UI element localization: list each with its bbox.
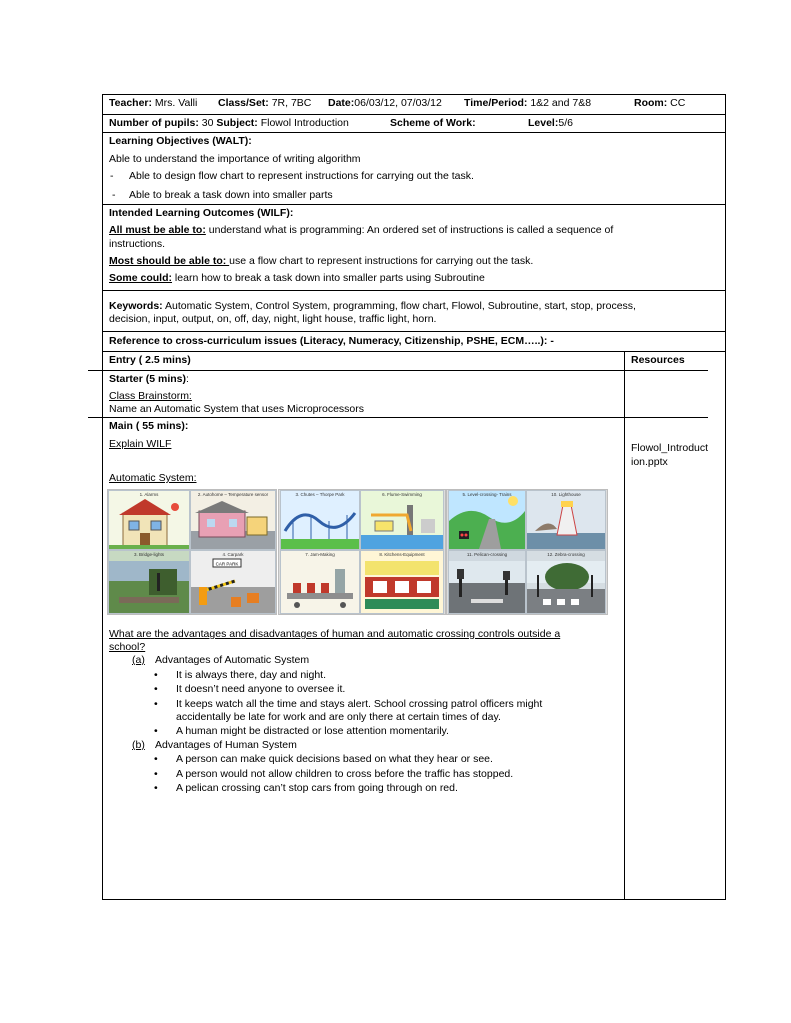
walt-bullet-2: Able to break a task down into smaller parts: [129, 189, 333, 201]
teacher-label: Teacher:: [109, 97, 152, 109]
bullet-icon: •: [154, 753, 158, 765]
advantage-auto-item: It doesn’t need anyone to oversee it.: [176, 683, 346, 695]
thumbnail-caption: 10. Lighthouse: [551, 492, 581, 497]
room-field: [634, 97, 685, 110]
zebra-crossing-photo: [527, 551, 605, 613]
starter-colon: :: [186, 373, 189, 385]
thumbnail-caption: 8. Kitchens-Equipment: [379, 552, 425, 557]
explain-wilf: Explain WILF: [109, 438, 172, 450]
row-divider: [102, 114, 726, 115]
advantage-human-item: A person can make quick decisions based on what they hear or see.: [176, 753, 493, 765]
thumbnail-pelican-crossing: [448, 550, 526, 614]
row-divider: [102, 132, 726, 133]
advantage-auto-item: It is always there, day and night.: [176, 669, 326, 681]
wilf-some-text: learn how to break a task down into smaller parts using Subroutine: [172, 272, 485, 284]
thumbnail-caption: 3. Chutes – Thorpe Park: [295, 492, 345, 497]
pupils-label: Number of pupils:: [109, 117, 199, 129]
room-value: CC: [670, 97, 686, 109]
header-row-1: [109, 97, 197, 110]
thumbnail-caption: 1. Alarms: [139, 492, 159, 497]
section-a-label: (a): [132, 654, 145, 666]
resource-file-line-2: ion.pptx: [631, 456, 668, 468]
wilf-most-label: Most should be able to:: [109, 255, 230, 267]
level-field: [528, 117, 573, 130]
thumbnail-lighthouse: [526, 490, 606, 550]
row-divider: [102, 290, 726, 291]
starter-title: Starter (5 mins): [109, 373, 187, 385]
flume-illustration: [361, 491, 443, 549]
keywords-line-2: decision, input, output, on, off, day, night, light house, traffic light, horn.: [109, 313, 437, 325]
house-alarm-illustration: [109, 491, 189, 549]
wilf-all: [109, 224, 613, 237]
time-label: Time/Period:: [464, 97, 528, 109]
advantage-human-item: A person would not allow children to cross before the traffic has stopped.: [176, 768, 514, 780]
bullet-icon: •: [154, 698, 158, 710]
pupils-value: 30: [201, 117, 214, 129]
scheme-label: Scheme of Work:: [390, 117, 476, 129]
walt-line-1: Able to understand the importance of writing algorithm: [109, 153, 361, 165]
section-a-title: Advantages of Automatic System: [155, 654, 310, 666]
keywords-label: Keywords:: [109, 300, 163, 312]
advantage-auto-item: It keeps watch all the time and stays alert. School crossing patrol officers might: [176, 698, 543, 710]
table-border-right: [725, 94, 726, 900]
time-field: [464, 97, 591, 110]
keywords-line-1: [109, 300, 636, 313]
starter-task: Name an Automatic System that uses Microprocessors: [109, 403, 365, 415]
wilf-some: [109, 272, 485, 285]
thumbnail-chutes: [280, 490, 360, 550]
teacher-value: Mrs. Valli: [154, 97, 198, 109]
pupils-field: [109, 117, 349, 130]
date-label: Date:: [328, 97, 355, 109]
advantage-human-item: A pelican crossing can’t stop cars from going through on red.: [176, 782, 458, 794]
table-border-bottom: [102, 899, 726, 900]
thumbnail-autohome: [190, 490, 276, 550]
resource-file-line-1: Flowol_Introduct: [631, 442, 709, 454]
walt-bullet-1: Able to design flow chart to represent instructions for carrying out the task.: [129, 170, 474, 182]
wilf-most: [109, 255, 533, 268]
room-label: Room:: [634, 97, 668, 109]
level-value: 5/6: [558, 117, 573, 129]
wilf-most-text: use a flow chart to represent instructions for carrying out the task.: [229, 255, 534, 267]
main-label: Main ( 55 mins):: [109, 420, 189, 432]
bullet-icon: •: [154, 683, 158, 695]
reference-line: Reference to cross-curriculum issues (Literacy, Numeracy, Citizenship, PSHE, ECM…..): -: [109, 335, 554, 347]
class-set-label: Class/Set:: [218, 97, 269, 109]
entry-label: Entry ( 2.5 mins): [109, 354, 191, 366]
subject-value: Flowol Introduction: [260, 117, 349, 129]
question-line-1: What are the advantages and disadvantages of human and automatic crossing controls outside a: [109, 628, 561, 640]
keywords-text: Automatic System, Control System, programming, flow chart, Flowol, Subroutine, start, stop, process,: [162, 300, 636, 312]
thumbnail-level-crossing: [448, 490, 526, 550]
wilf-some-label: Some could:: [109, 272, 173, 284]
wilf-all-text: understand what is programming: An ordered set of instructions is called a sequence of: [205, 224, 614, 236]
thumbnail-caption: 5. Level-crossing- Trains: [462, 492, 512, 497]
thumbnail-caption: 4. Carpark: [222, 552, 244, 557]
carpark-illustration: [191, 551, 275, 613]
date-value: 06/03/12, 07/03/12: [354, 97, 442, 109]
date-field: [328, 97, 442, 110]
row-divider-overhang: [88, 370, 708, 371]
autohome-illustration: [191, 491, 275, 549]
bridge-lights-photo: [109, 551, 189, 613]
section-b-title: Advantages of Human System: [155, 739, 297, 751]
row-divider: [102, 331, 726, 332]
carpark-sign: CAR PARK: [215, 561, 239, 567]
rollercoaster-illustration: [281, 491, 359, 549]
class-set-value: 7R, 7BC: [271, 97, 312, 109]
walt-dash-2: -: [112, 189, 116, 201]
lighthouse-illustration: [527, 491, 605, 549]
class-brainstorm: Class Brainstorm:: [109, 390, 192, 402]
column-divider: [624, 351, 625, 900]
thumbnail-caption: 12. Zebra-crossing: [547, 552, 585, 557]
advantage-auto-item: A human might be distracted or lose attention momentarily.: [176, 725, 449, 737]
bullet-icon: •: [154, 669, 158, 681]
advantage-auto-item-continued: accidentally be late for work and are only there at certain times of day.: [176, 711, 501, 723]
thumbnail-zebra-crossing: [526, 550, 606, 614]
section-b-label: (b): [132, 739, 145, 751]
subject-label: Subject:: [216, 117, 258, 129]
question-line-2: school?: [109, 641, 146, 653]
jam-making-illustration: [281, 551, 359, 613]
thumbnail-caption: 7. Jam-Making: [305, 552, 335, 557]
automatic-system-heading: Automatic System:: [109, 472, 197, 484]
thumbnail-caption: 3. Bridge-lights: [133, 552, 164, 557]
row-divider: [102, 351, 726, 352]
wilf-title: Intended Learning Outcomes (WILF):: [109, 207, 294, 219]
wilf-all-label: All must be able to:: [109, 224, 206, 236]
bullet-icon: •: [154, 782, 158, 794]
thumbnail-caption: 11. Pelican-crossing: [466, 552, 508, 557]
thumbnail-caption: 6. Flume-Swimming: [382, 492, 422, 497]
thumbnail-caption: 2. Autohome – Temperature sensor: [197, 492, 269, 497]
walt-title: Learning Objectives (WALT):: [109, 135, 252, 147]
level-label: Level:: [528, 117, 559, 129]
table-border-left: [102, 94, 103, 900]
thumbnail-carpark: [190, 550, 276, 614]
row-divider-overhang: [88, 417, 708, 418]
time-value: 1&2 and 7&8: [530, 97, 592, 109]
starter-label: [109, 373, 189, 386]
walt-dash-1: -: [110, 170, 114, 182]
pelican-crossing-photo: [449, 551, 525, 613]
thumbnail-flume: [360, 490, 444, 550]
bullet-icon: •: [154, 768, 158, 780]
level-crossing-illustration: [449, 491, 525, 549]
thumbnail-jam-making: [280, 550, 360, 614]
kitchen-equipment-illustration: [361, 551, 443, 613]
table-border-top: [102, 94, 726, 95]
thumbnail-alarms: [108, 490, 190, 550]
class-set-field: [218, 97, 311, 110]
wilf-all-text-2: instructions.: [109, 238, 166, 250]
row-divider: [102, 204, 726, 205]
resources-header: Resources: [631, 354, 685, 366]
thumbnail-bridge-lights: [108, 550, 190, 614]
bullet-icon: •: [154, 725, 158, 737]
thumbnail-kitchens: [360, 550, 444, 614]
